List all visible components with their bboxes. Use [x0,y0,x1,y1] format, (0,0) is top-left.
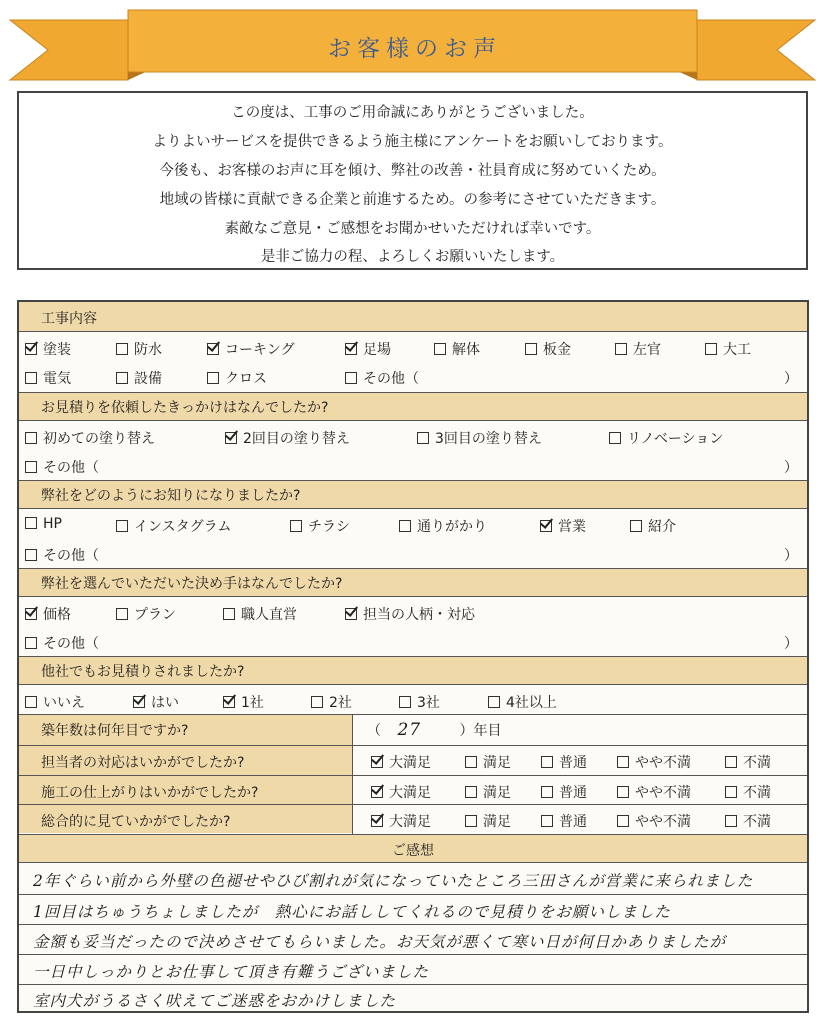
option-third-repaint[interactable]: 3回目の塗り替え [417,428,542,448]
survey-form [17,300,809,1013]
checkbox [615,343,627,355]
checkbox [116,372,128,384]
checkbox-checked [371,756,383,768]
option-bankin[interactable]: 板金 [525,339,571,359]
impression-line: 一日中しっかりとお仕事して頂き有難うございました [33,963,430,981]
question-trigger: お見積りを依頼したきっかけはなんでしたか? [41,400,329,416]
building-age-value: 27 [397,720,422,740]
checkbox [223,608,235,620]
intro-box [17,91,808,270]
intro-line: 素敵なご意見・ご感想をお聞かせいただければ幸いです。 [224,221,601,237]
checkbox [705,343,717,355]
option-price[interactable]: 価格 [25,604,71,624]
checkbox [725,756,737,768]
checkbox [116,608,128,620]
checkbox [630,520,642,532]
impression-line: 室内犬がうるさく吠えてご迷惑をおかけしました [33,992,397,1010]
close-paren: ） [784,548,798,564]
checkbox [311,696,323,708]
rating-dissatisfied[interactable]: 不満 [725,752,771,772]
intro-line: 是非ご協力の程、よろしくお願いいたします。 [260,249,565,265]
checkbox [465,756,477,768]
option-caulking[interactable]: コーキング [207,339,295,359]
rating-very-satisfied[interactable]: 大満足 [371,811,431,831]
checkbox-checked [371,815,383,827]
rating-neutral[interactable]: 普通 [541,782,587,802]
option-plan[interactable]: プラン [116,604,176,624]
checkbox [399,696,411,708]
rating-neutral[interactable]: 普通 [541,752,587,772]
checkbox [290,520,302,532]
intro-line: 今後も、お客様のお声に耳を傾け、弊社の改善・社員育成に努めていくため。 [159,163,666,179]
checkbox-checked [345,608,357,620]
intro-line: この度は、工事のご用命誠にありがとうございました。 [231,105,594,121]
checkbox [525,343,537,355]
checkbox [345,372,357,384]
ribbon-left-tail [10,20,128,80]
rating-slightly-dissatisfied[interactable]: やや不満 [617,782,691,802]
question-work-type: 工事内容 [41,311,97,327]
close-paren: ） [784,636,798,652]
rating-satisfied[interactable]: 満足 [465,782,511,802]
checkbox [465,815,477,827]
question-how-found: 弊社をどのようにお知りになりましたか? [41,488,301,504]
rating-neutral[interactable]: 普通 [541,811,587,831]
option-first-repaint[interactable]: 初めての塗り替え [25,428,155,448]
option-direct-craftsmen[interactable]: 職人直営 [223,604,297,624]
ribbon-right-tail [697,20,815,80]
checkbox [609,432,621,444]
option-yes[interactable]: はい [133,692,179,712]
option-sales[interactable]: 営業 [540,516,586,536]
checkbox-checked [223,696,235,708]
option-3-companies[interactable]: 3社 [399,692,440,712]
option-4plus-companies[interactable]: 4社以上 [488,692,557,712]
close-paren: ） [784,371,798,387]
checkbox [541,756,553,768]
rating-slightly-dissatisfied[interactable]: やや不満 [617,811,691,831]
header-bg [19,302,807,331]
option-2-companies[interactable]: 2社 [311,692,352,712]
option-bosui[interactable]: 防水 [116,339,162,359]
question-other-quotes: 他社でもお見積りされましたか? [41,664,245,680]
option-other[interactable]: その他（ [25,457,99,477]
close-paren: ） [784,460,798,476]
impressions-heading: ご感想 [392,843,434,859]
question-finish-quality: 施工の仕上がりはいかがでしたか? [41,785,259,801]
option-other[interactable]: その他（ [25,545,99,565]
checkbox-checked [133,696,145,708]
intro-line: 地域の皆様に貢献できる企業と前進するため。の参考にさせていただきます。 [159,192,666,208]
option-no[interactable]: いいえ [25,692,85,712]
checkbox [725,815,737,827]
checkbox [116,343,128,355]
option-1-company[interactable]: 1社 [223,692,264,712]
checkbox [25,696,37,708]
question-building-age: 築年数は何年目ですか? [41,723,189,739]
checkbox [25,517,37,529]
checkbox-checked [540,520,552,532]
option-hp[interactable]: HP [25,516,62,532]
option-renovation[interactable]: リノベーション [609,428,723,448]
rating-slightly-dissatisfied[interactable]: やや不満 [617,752,691,772]
option-daiku[interactable]: 大工 [705,339,751,359]
impression-line: 1回目はちゅうちょしましたが 熱心にお話ししてくれるので見積りをお願いしました [33,903,671,921]
checkbox [25,461,37,473]
rating-satisfied[interactable]: 満足 [465,752,511,772]
page-title: お客様のお声 [328,36,502,62]
option-referral[interactable]: 紹介 [630,516,676,536]
checkbox [399,520,411,532]
rating-dissatisfied[interactable]: 不満 [725,811,771,831]
option-other[interactable]: その他（ [345,368,419,388]
option-other[interactable]: その他（ [25,633,99,653]
checkbox [25,432,37,444]
checkbox-checked [371,786,383,798]
question-overall: 総合的に見ていかがでしたか? [41,814,231,830]
option-second-repaint[interactable]: 2回目の塗り替え [225,428,350,448]
question-deciding-factor: 弊社を選んでいただいた決め手はなんでしたか? [41,576,343,592]
rating-very-satisfied[interactable]: 大満足 [371,782,431,802]
impression-line: 2年ぐらい前から外壁の色褪せやひび割れが気になっていたところ三田さんが営業に来られました [33,872,754,890]
building-age-field[interactable]: （ 27 ）年目 [367,720,502,740]
option-passing-by[interactable]: 通りがかり [399,516,487,536]
option-denki[interactable]: 電気 [25,368,71,388]
checkbox [488,696,500,708]
rating-very-satisfied[interactable]: 大満足 [371,752,431,772]
checkbox-checked [345,343,357,355]
checkbox [465,786,477,798]
option-flyer[interactable]: チラシ [290,516,350,536]
checkbox-checked [207,343,219,355]
checkbox [116,520,128,532]
rating-satisfied[interactable]: 満足 [465,811,511,831]
checkbox [434,343,446,355]
option-ashiba[interactable]: 足場 [345,339,391,359]
checkbox [25,549,37,561]
option-toso[interactable]: 塗装 [25,339,71,359]
checkbox [25,372,37,384]
option-instagram[interactable]: インスタグラム [116,516,231,536]
option-sakan[interactable]: 左官 [615,339,661,359]
checkbox [617,786,629,798]
checkbox [25,637,37,649]
option-setsubi[interactable]: 設備 [116,368,162,388]
checkbox [617,756,629,768]
checkbox-checked [25,343,37,355]
intro-line: よりよいサービスを提供できるよう施主様にアンケートをお願いしております。 [152,134,673,150]
checkbox-checked [25,608,37,620]
checkbox [725,786,737,798]
rating-dissatisfied[interactable]: 不満 [725,782,771,802]
checkbox-checked [225,432,237,444]
option-staff-personality[interactable]: 担当の人柄・対応 [345,604,475,624]
checkbox [417,432,429,444]
option-cross[interactable]: クロス [207,368,267,388]
checkbox [541,786,553,798]
checkbox [207,372,219,384]
checkbox [541,815,553,827]
impression-line: 金額も妥当だったので決めさせてもらいました。お天気が悪くて寒い日が何日かありましたが [33,933,727,951]
option-kaitai[interactable]: 解体 [434,339,480,359]
checkbox [617,815,629,827]
question-staff-response: 担当者の対応はいかがでしたか? [41,755,245,771]
